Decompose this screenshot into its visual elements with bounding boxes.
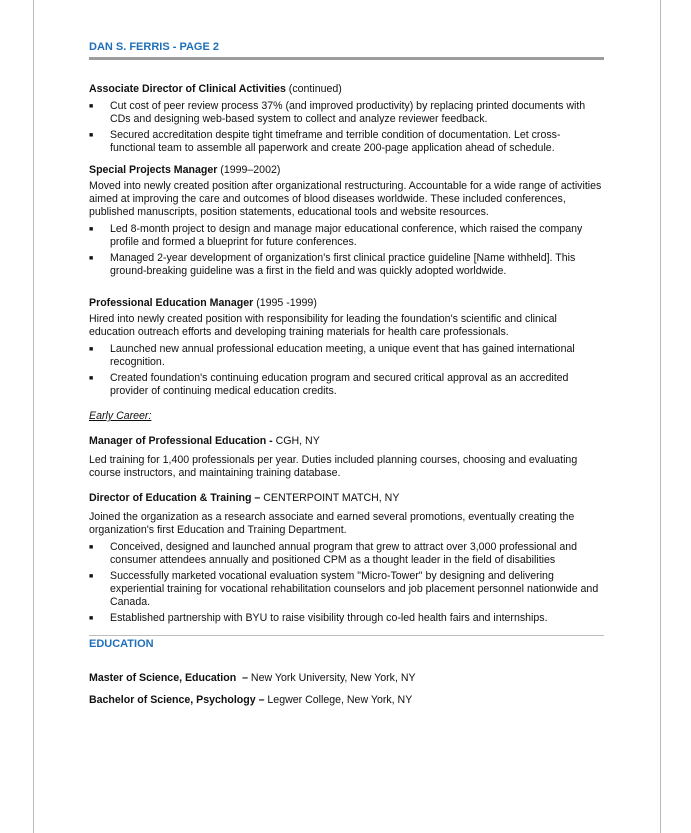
- role-meta: CENTERPOINT MATCH, NY: [263, 492, 400, 504]
- degree-line: [89, 694, 604, 707]
- bullet-item: [89, 252, 604, 278]
- bullet-text: Conceived, designed and launched annual program that grew to attract over 3,000 professional and consumer attendees annually and positioned CPM as a thought leader in the field of disabilities: [110, 541, 578, 566]
- early-career-label: Early Career:: [89, 410, 152, 422]
- bullet-icon: ■: [89, 375, 94, 382]
- role-title: Professional Education Manager: [89, 297, 254, 309]
- bullet-item: [89, 343, 604, 369]
- page-header: DAN S. FERRIS - PAGE 2: [89, 41, 219, 53]
- bullet-text: Secured accreditation despite tight timeframe and terrible condition of documentation. Let cross-functional team to assemble all paperwork and create 200-page application ahead of schedule.: [110, 129, 561, 154]
- bullet-item: [89, 100, 604, 126]
- degree-separator: –: [255, 694, 268, 706]
- role-bullets: [89, 223, 604, 278]
- role-heading: [89, 435, 604, 448]
- role-block: [89, 435, 604, 480]
- role-block: [89, 297, 604, 398]
- degree-school: New York University, New York, NY: [250, 672, 416, 684]
- bullet-icon: ■: [89, 132, 94, 139]
- degree-line: [89, 672, 604, 685]
- bullet-text: Launched new annual professional education meeting, a unique event that has gained international recognition.: [110, 343, 575, 368]
- role-title: Manager of Professional Education -: [89, 435, 276, 447]
- role-bullets: [89, 343, 604, 398]
- bullet-text: Created foundation's continuing education program and secured critical approval as an accredited provider of continuing medical education credits.: [110, 372, 569, 397]
- resume-content: [89, 40, 604, 707]
- right-page-border: [660, 0, 661, 833]
- role-description: Led training for 1,400 professionals per year. Duties included planning courses, choosing and evaluating course instructors, and maintaining training database.: [89, 454, 578, 479]
- role-bullets: [89, 100, 604, 155]
- bullet-item: [89, 541, 604, 567]
- role-title: Special Projects Manager: [89, 164, 218, 176]
- bullet-icon: ■: [89, 226, 94, 233]
- bullet-icon: ■: [89, 255, 94, 262]
- role-block: [89, 83, 604, 155]
- education-rule: [89, 635, 604, 636]
- degree-separator: –: [236, 672, 251, 684]
- bullet-icon: ■: [89, 573, 94, 580]
- role-meta: CGH, NY: [275, 435, 320, 447]
- bullet-item: [89, 612, 604, 625]
- bullet-icon: ■: [89, 615, 94, 622]
- bullet-text: Established partnership with BYU to raise visibility through co-led health fairs and internships.: [110, 612, 548, 624]
- role-title: Director of Education & Training –: [89, 492, 264, 504]
- role-bullets: [89, 541, 604, 625]
- role-block: [89, 492, 604, 625]
- bullet-item: [89, 372, 604, 398]
- role-heading: [89, 492, 604, 505]
- bullet-text: Led 8-month project to design and manage major educational conference, which raised the company profile and formed a blueprint for future conferences.: [110, 223, 583, 248]
- role-meta: (continued): [285, 83, 342, 95]
- education-heading: EDUCATION: [89, 638, 154, 650]
- role-title: Associate Director of Clinical Activities: [89, 83, 286, 95]
- bullet-item: [89, 570, 604, 609]
- bullet-text: Managed 2-year development of organization's first clinical practice guideline [Name withheld]. This ground-breaking guideline was a first in the field and was quickly adopted worldwide.: [110, 252, 576, 277]
- role-heading: [89, 83, 604, 96]
- role-meta: (1995 -1999): [253, 297, 317, 309]
- role-meta: (1999–2002): [217, 164, 281, 176]
- role-description: Hired into newly created position with responsibility for leading the foundation's scientific and clinical education outreach efforts and developing training materials for health care professionals.: [89, 313, 557, 338]
- bullet-icon: ■: [89, 103, 94, 110]
- degree-name: Master of Science, Education: [89, 672, 237, 684]
- left-page-border: [33, 0, 34, 833]
- role-block: [89, 164, 604, 278]
- role-description: Moved into newly created position after organizational restructuring. Accountable for a wide range of activities aimed at improving the care and outcomes of blood diseases worldwide. These included conferences, published manuscripts, position statements, educational tools and website resources.: [89, 180, 602, 218]
- bullet-item: [89, 223, 604, 249]
- degree-name: Bachelor of Science, Psychology: [89, 694, 256, 706]
- role-description: Joined the organization as a research associate and earned several promotions, eventually creating the organization's first Education and Training Department.: [89, 511, 575, 536]
- bullet-icon: ■: [89, 346, 94, 353]
- role-heading: [89, 164, 604, 177]
- bullet-text: Cut cost of peer review process 37% (and improved productivity) by replacing printed documents with CDs and designing web-based system to collect and analyze reviewer feedback.: [110, 100, 586, 125]
- header-rule: [89, 57, 604, 60]
- bullet-item: [89, 129, 604, 155]
- role-heading: [89, 297, 604, 310]
- degree-school: Legwer College, New York, NY: [267, 694, 413, 706]
- bullet-text: Successfully marketed vocational evaluation system "Micro-Tower" by designing and delivering experiential training for vocational rehabilitation counselors and job placement personnel nationwide and Canada.: [110, 570, 599, 608]
- bullet-icon: ■: [89, 544, 94, 551]
